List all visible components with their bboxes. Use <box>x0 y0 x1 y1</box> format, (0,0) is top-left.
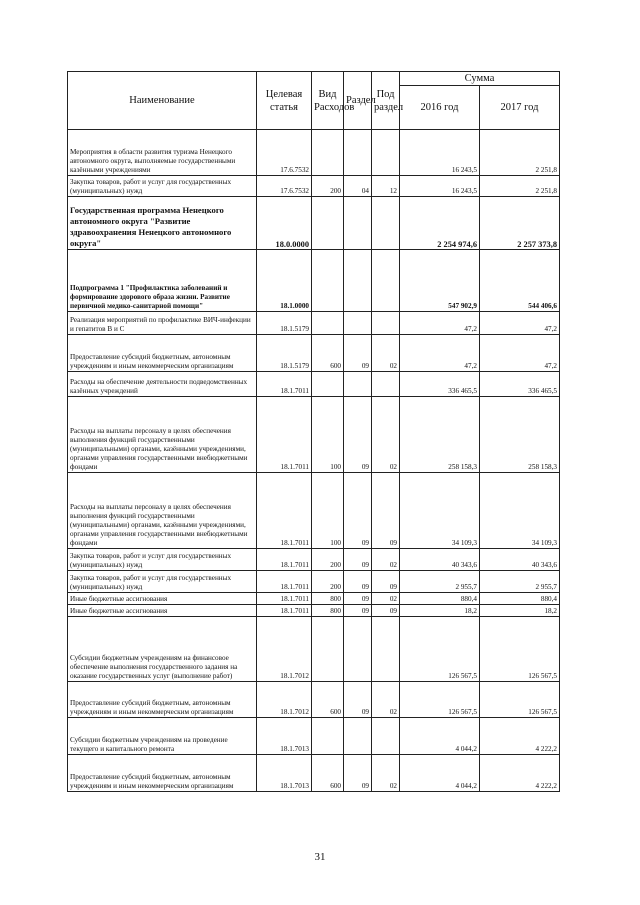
row-expense-type: 200 <box>312 549 344 571</box>
row-sum-2017: 47,2 <box>480 335 560 372</box>
table-row <box>68 571 560 593</box>
row-subsection: 02 <box>372 397 400 473</box>
table-row <box>68 130 560 176</box>
row-target-code: 18.1.7012 <box>257 682 312 718</box>
row-sum-2017: 40 343,6 <box>480 549 560 571</box>
table-row <box>68 335 560 372</box>
row-sum-2017: 2 251,8 <box>480 176 560 197</box>
row-section <box>344 250 372 312</box>
row-target-code: 18.1.7012 <box>257 617 312 682</box>
row-expense-type: 800 <box>312 605 344 617</box>
table-row <box>68 473 560 549</box>
header-sum: Сумма <box>400 72 560 86</box>
row-subsection <box>372 197 400 250</box>
row-section: 09 <box>344 571 372 593</box>
row-sum-2016: 880,4 <box>400 593 480 605</box>
page-number: 31 <box>314 851 326 863</box>
row-section: 09 <box>344 397 372 473</box>
row-expense-type: 600 <box>312 755 344 792</box>
table-row <box>68 755 560 792</box>
row-subsection <box>372 130 400 176</box>
row-name: Подпрограмма 1 "Профилактика заболеваний и формирование здорового образа жизни. Развитие первичной медико-санитарной помощи" <box>68 250 257 312</box>
row-expense-type <box>312 197 344 250</box>
row-sum-2016: 4 044,2 <box>400 718 480 755</box>
row-sum-2017: 336 465,5 <box>480 372 560 397</box>
row-sum-2016: 4 044,2 <box>400 755 480 792</box>
row-expense-type: 100 <box>312 397 344 473</box>
row-target-code: 17.6.7532 <box>257 176 312 197</box>
row-section <box>344 718 372 755</box>
row-name: Предоставление субсидий бюджетным, автономным учреждениям и иным некоммерческим организациям <box>68 682 257 718</box>
row-sum-2016: 2 254 974,6 <box>400 197 480 250</box>
row-expense-type: 600 <box>312 682 344 718</box>
row-sum-2017: 2 257 373,8 <box>480 197 560 250</box>
row-target-code: 18.1.7011 <box>257 605 312 617</box>
row-subsection: 02 <box>372 755 400 792</box>
row-target-code: 18.1.5179 <box>257 335 312 372</box>
table-row <box>68 176 560 197</box>
row-sum-2016: 16 243,5 <box>400 176 480 197</box>
row-sum-2017: 47,2 <box>480 312 560 335</box>
row-target-code: 17.6.7532 <box>257 130 312 176</box>
row-section: 09 <box>344 549 372 571</box>
row-section <box>344 617 372 682</box>
row-section <box>344 312 372 335</box>
row-sum-2016: 18,2 <box>400 605 480 617</box>
row-sum-2016: 258 158,3 <box>400 397 480 473</box>
row-expense-type: 200 <box>312 176 344 197</box>
table-row <box>68 197 560 250</box>
row-name: Предоставление субсидий бюджетным, автономным учреждениям и иным некоммерческим организациям <box>68 755 257 792</box>
row-target-code: 18.1.7011 <box>257 593 312 605</box>
row-target-code: 18.1.7011 <box>257 473 312 549</box>
row-target-code: 18.1.7011 <box>257 372 312 397</box>
header-target: Целевая статья <box>257 72 312 130</box>
row-expense-type <box>312 312 344 335</box>
row-expense-type: 100 <box>312 473 344 549</box>
table-row <box>68 682 560 718</box>
table-body <box>68 130 560 792</box>
row-section: 09 <box>344 605 372 617</box>
header-2017: 2017 год <box>480 86 560 130</box>
row-sum-2017: 4 222,2 <box>480 755 560 792</box>
header-section: Раздел <box>344 72 372 130</box>
row-name: Субсидии бюджетным учреждениям на финансовое обеспечение выполнения государственного задания на оказание государственных услуг (выполнение работ) <box>68 617 257 682</box>
table-row <box>68 250 560 312</box>
header-name: Наименование <box>68 72 257 130</box>
row-subsection: 09 <box>372 605 400 617</box>
row-name: Расходы на выплаты персоналу в целях обеспечения выполнения функций государственными (муниципальными) органами, казёнными учреждениями, органами управления государственными внебюджетными фондами <box>68 397 257 473</box>
row-sum-2017: 126 567,5 <box>480 617 560 682</box>
row-sum-2017: 18,2 <box>480 605 560 617</box>
row-target-code: 18.1.7011 <box>257 549 312 571</box>
row-name: Мероприятия в области развития туризма Ненецкого автономного округа, выполняемые государственными казёнными учреждениями <box>68 130 257 176</box>
row-target-code: 18.0.0000 <box>257 197 312 250</box>
row-name: Предоставление субсидий бюджетным, автономным учреждениям и иным некоммерческим организациям <box>68 335 257 372</box>
row-target-code: 18.1.7011 <box>257 397 312 473</box>
header-subsection: Под раздел <box>372 72 400 130</box>
row-target-code: 18.1.7013 <box>257 718 312 755</box>
budget-table <box>67 71 560 792</box>
row-expense-type <box>312 130 344 176</box>
row-name: Государственная программа Ненецкого автономного округа "Развитие здравоохранения Ненецкого автономного округа" <box>68 197 257 250</box>
row-subsection: 02 <box>372 335 400 372</box>
row-target-code: 18.1.5179 <box>257 312 312 335</box>
row-name: Закупка товаров, работ и услуг для государственных (муниципальных) нужд <box>68 549 257 571</box>
row-expense-type <box>312 372 344 397</box>
table-row <box>68 593 560 605</box>
row-sum-2016: 126 567,5 <box>400 617 480 682</box>
table-row <box>68 549 560 571</box>
row-sum-2017: 2 251,8 <box>480 130 560 176</box>
row-expense-type <box>312 617 344 682</box>
table-row <box>68 312 560 335</box>
table-row <box>68 718 560 755</box>
row-target-code: 18.1.7013 <box>257 755 312 792</box>
row-sum-2017: 126 567,5 <box>480 682 560 718</box>
table-row <box>68 397 560 473</box>
row-section: 09 <box>344 335 372 372</box>
row-target-code: 18.1.0000 <box>257 250 312 312</box>
header-2016: 2016 год <box>400 86 480 130</box>
row-name: Закупка товаров, работ и услуг для государственных (муниципальных) нужд <box>68 176 257 197</box>
row-subsection <box>372 250 400 312</box>
row-sum-2017: 880,4 <box>480 593 560 605</box>
row-sum-2016: 2 955,7 <box>400 571 480 593</box>
row-section: 09 <box>344 593 372 605</box>
row-sum-2016: 16 243,5 <box>400 130 480 176</box>
row-target-code: 18.1.7011 <box>257 571 312 593</box>
row-name: Закупка товаров, работ и услуг для государственных (муниципальных) нужд <box>68 571 257 593</box>
row-subsection <box>372 372 400 397</box>
row-section: 09 <box>344 682 372 718</box>
row-section <box>344 130 372 176</box>
row-name: Иные бюджетные ассигнования <box>68 605 257 617</box>
row-subsection: 09 <box>372 473 400 549</box>
row-name: Расходы на выплаты персоналу в целях обеспечения выполнения функций государственными (муниципальными) органами, казёнными учреждениями, органами управления государственными внебюджетными фондами <box>68 473 257 549</box>
row-sum-2017: 34 109,3 <box>480 473 560 549</box>
row-subsection <box>372 617 400 682</box>
row-name: Субсидии бюджетным учреждениям на проведение текущего и капитального ремонта <box>68 718 257 755</box>
row-expense-type: 600 <box>312 335 344 372</box>
row-sum-2016: 40 343,6 <box>400 549 480 571</box>
row-sum-2017: 4 222,2 <box>480 718 560 755</box>
row-expense-type <box>312 718 344 755</box>
row-subsection: 02 <box>372 682 400 718</box>
row-sum-2016: 126 567,5 <box>400 682 480 718</box>
row-subsection: 12 <box>372 176 400 197</box>
row-expense-type: 800 <box>312 593 344 605</box>
row-section: 09 <box>344 755 372 792</box>
row-name: Иные бюджетные ассигнования <box>68 593 257 605</box>
table-row <box>68 605 560 617</box>
row-sum-2017: 258 158,3 <box>480 397 560 473</box>
row-sum-2016: 34 109,3 <box>400 473 480 549</box>
row-sum-2017: 544 406,6 <box>480 250 560 312</box>
row-expense-type: 200 <box>312 571 344 593</box>
table-row <box>68 617 560 682</box>
row-section: 09 <box>344 473 372 549</box>
row-subsection: 09 <box>372 571 400 593</box>
table-header <box>68 72 560 130</box>
row-section: 04 <box>344 176 372 197</box>
row-subsection: 02 <box>372 593 400 605</box>
row-subsection <box>372 718 400 755</box>
row-subsection: 02 <box>372 549 400 571</box>
row-sum-2016: 547 902,9 <box>400 250 480 312</box>
row-sum-2016: 47,2 <box>400 312 480 335</box>
header-exp-type: Вид Расходов <box>312 72 344 130</box>
row-name: Расходы на обеспечение деятельности подведомственных казённых учреждений <box>68 372 257 397</box>
row-sum-2017: 2 955,7 <box>480 571 560 593</box>
row-sum-2016: 47,2 <box>400 335 480 372</box>
row-section <box>344 372 372 397</box>
row-section <box>344 197 372 250</box>
row-sum-2016: 336 465,5 <box>400 372 480 397</box>
row-subsection <box>372 312 400 335</box>
table-row <box>68 372 560 397</box>
row-expense-type <box>312 250 344 312</box>
row-name: Реализация мероприятий по профилактике ВИЧ-инфекции и гепатитов В и С <box>68 312 257 335</box>
